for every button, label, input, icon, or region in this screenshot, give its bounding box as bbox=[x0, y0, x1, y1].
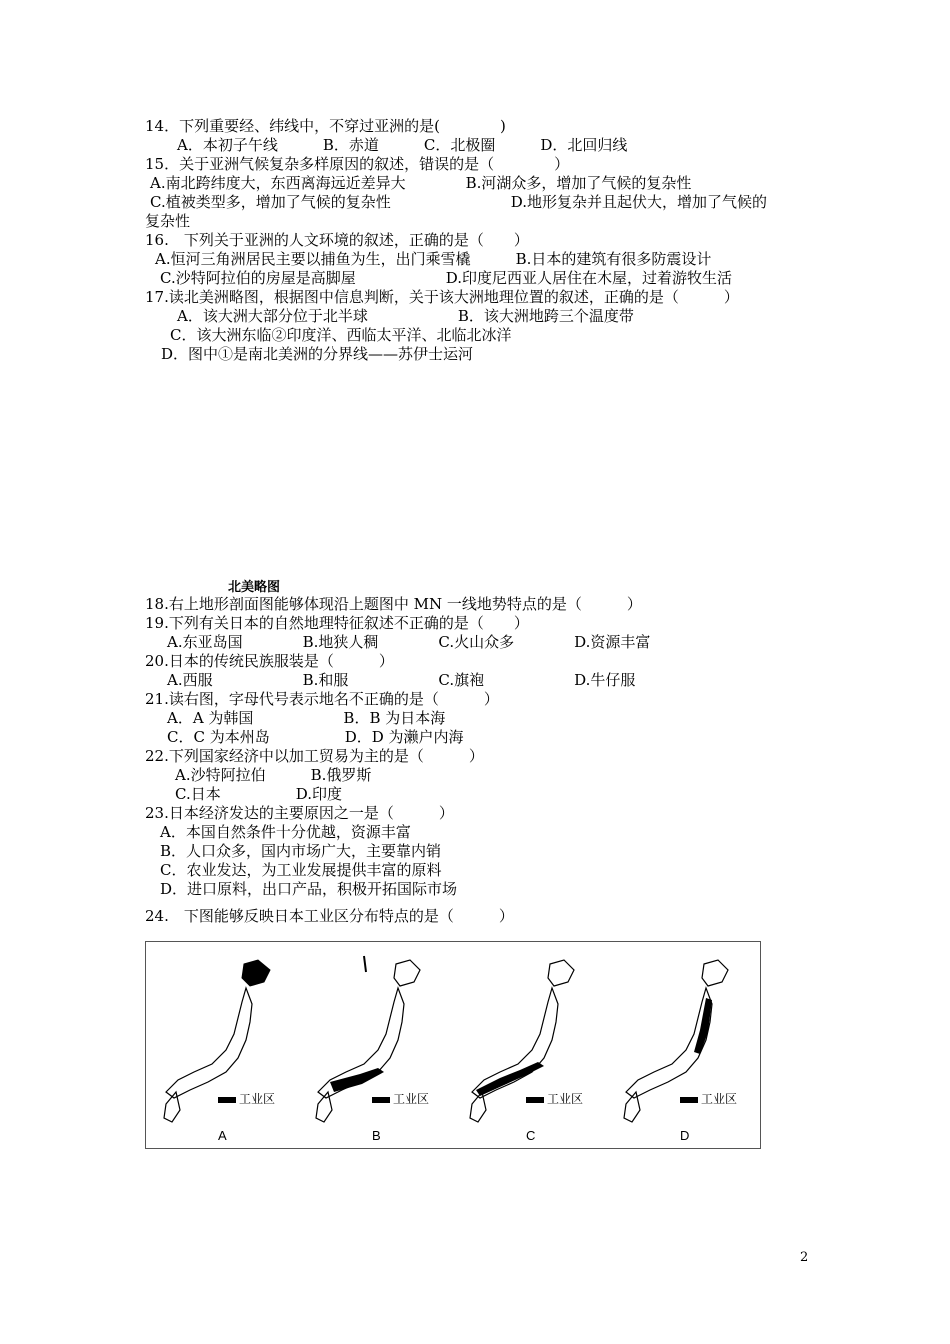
panel-label-d: D bbox=[680, 1128, 690, 1143]
legend-c bbox=[526, 1090, 583, 1107]
legend-d bbox=[680, 1090, 737, 1107]
panel-label-c: C bbox=[526, 1128, 536, 1143]
text-line: A．本国自然条件十分优越，资源丰富 bbox=[160, 823, 411, 841]
legend-swatch bbox=[680, 1097, 698, 1103]
text-line: A．该大洲大部分位于北半球 B．该大洲地跨三个温度带 bbox=[177, 307, 634, 325]
text-line: 北美略图 bbox=[228, 580, 281, 595]
japan-industry-maps bbox=[145, 941, 761, 1149]
panel-label-a: A bbox=[218, 1128, 227, 1143]
text-line: A.沙特阿拉伯 B.俄罗斯 bbox=[175, 766, 372, 784]
map-panel-a bbox=[146, 942, 300, 1150]
legend-b bbox=[372, 1090, 429, 1107]
text-line: A.东亚岛国 B.地狭人稠 C.火山众多 D.资源丰富 bbox=[167, 633, 651, 651]
text-line: D．图中①是南北美洲的分界线——苏伊士运河 bbox=[161, 345, 474, 363]
text-line: A．A 为韩国 B．B 为日本海 bbox=[167, 709, 446, 727]
text-line: A.恒河三角洲居民主要以捕鱼为生，出门乘雪橇 B.日本的建筑有很多防震设计 bbox=[155, 250, 712, 268]
legend-swatch bbox=[218, 1097, 236, 1103]
text-line: 14．下列重要经、纬线中，不穿过亚洲的是( ) bbox=[145, 117, 506, 135]
panel-label-b: B bbox=[372, 1128, 381, 1143]
text-line: 24. 下图能够反映日本工业区分布特点的是（ ） bbox=[145, 907, 514, 925]
text-line: C.沙特阿拉伯的房屋是高脚屋 D.印度尼西亚人居住在木屋，过着游牧生活 bbox=[160, 269, 732, 287]
text-line: 22.下列国家经济中以加工贸易为主的是（ ） bbox=[145, 747, 484, 765]
map-panel-c bbox=[454, 942, 608, 1150]
text-line: B．人口众多，国内市场广大，主要靠内销 bbox=[160, 842, 442, 860]
legend-label: 工业区 bbox=[239, 1092, 276, 1106]
text-line: 21.读右图，字母代号表示地名不正确的是（ ） bbox=[145, 690, 499, 708]
text-line: A．本初子午线 B．赤道 C．北极圈 D．北回归线 bbox=[177, 136, 628, 154]
legend-swatch bbox=[526, 1097, 544, 1103]
japan-map-a bbox=[146, 942, 300, 1150]
text-line: C．农业发达，为工业发展提供丰富的原料 bbox=[160, 861, 442, 879]
legend-a bbox=[218, 1090, 275, 1107]
text-line: C．C 为本州岛 D．D 为濑户内海 bbox=[167, 728, 464, 746]
text-line: C．该大洲东临②印度洋、西临太平洋、北临北冰洋 bbox=[170, 326, 512, 344]
text-line: C.植被类型多，增加了气候的复杂性 D.地形复杂并且起伏大，增加了气候的 bbox=[150, 193, 767, 211]
text-line: A.南北跨纬度大，东西离海远近差异大 B.河湖众多，增加了气候的复杂性 bbox=[150, 174, 692, 192]
page-number: 2 bbox=[800, 1250, 809, 1265]
japan-map-d bbox=[608, 942, 762, 1150]
map-panel-b bbox=[300, 942, 454, 1150]
text-line: 15．关于亚洲气候复杂多样原因的叙述，错误的是（ ） bbox=[145, 155, 570, 173]
text-line: D．进口原料，出口产品，积极开拓国际市场 bbox=[160, 880, 458, 898]
legend-label: 工业区 bbox=[701, 1092, 738, 1106]
legend-label: 工业区 bbox=[547, 1092, 584, 1106]
legend-swatch bbox=[372, 1097, 390, 1103]
text-line: A.西服 B.和服 C.旗袍 D.牛仔服 bbox=[167, 671, 636, 689]
legend-label: 工业区 bbox=[393, 1092, 430, 1106]
text-line: 17.读北美洲略图，根据图中信息判断，关于该大洲地理位置的叙述，正确的是（ ） bbox=[145, 288, 739, 306]
text-line: C.日本 D.印度 bbox=[175, 785, 342, 803]
japan-map-b bbox=[300, 942, 454, 1150]
japan-map-c bbox=[454, 942, 608, 1150]
text-line: 18.右上地形剖面图能够体现沿上题图中 MN 一线地势特点的是（ ） bbox=[145, 595, 642, 613]
text-line: 16. 下列关于亚洲的人文环境的叙述，正确的是（ ） bbox=[145, 231, 529, 249]
map-panel-d bbox=[608, 942, 762, 1150]
text-line: 20.日本的传统民族服装是（ ） bbox=[145, 652, 394, 670]
text-line: 复杂性 bbox=[145, 212, 191, 230]
text-line: 19.下列有关日本的自然地理特征叙述不正确的是（ ） bbox=[145, 614, 529, 632]
text-line: 23.日本经济发达的主要原因之一是（ ） bbox=[145, 804, 454, 822]
